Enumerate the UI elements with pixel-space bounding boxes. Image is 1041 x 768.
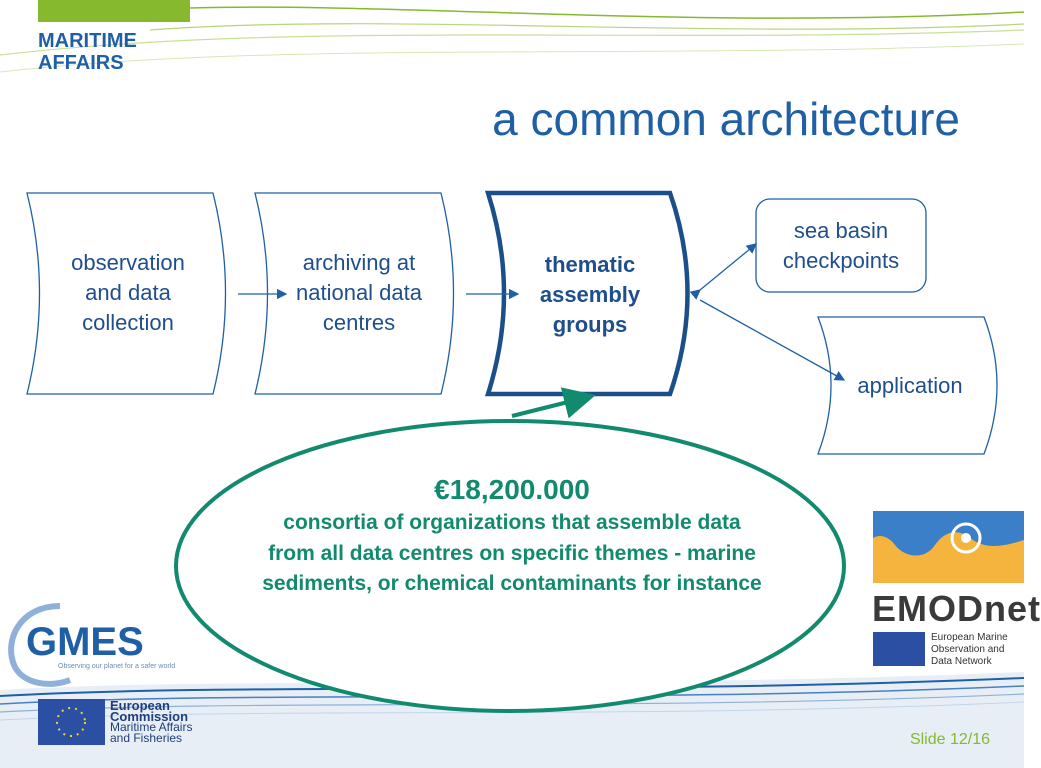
emodnet-logo-text: EMODnet: [872, 588, 1041, 629]
slide-number: Slide 12/16: [909, 731, 990, 748]
ec-line-4: and Fisheries: [110, 731, 183, 745]
node-observation-label: observation and data collection: [71, 250, 185, 335]
ec-logo-graphic: [38, 699, 105, 745]
maritime-affairs-brand: [38, 30, 137, 74]
emodnet-subtitle-line-2: Observation and: [931, 644, 1005, 655]
brand-line-1: MARITIME: [38, 30, 137, 52]
slide-title: a common architecture: [492, 93, 960, 145]
node-application-label: application: [857, 373, 963, 398]
ec-line-2: Commission: [110, 709, 189, 724]
gmes-tagline: Observing our planet for a safer world: [58, 663, 176, 670]
node-checkpoints-label: sea basin checkpoints: [782, 218, 900, 273]
callout-pointer-arrow: [512, 397, 588, 416]
callout-amount: €18,200.000: [434, 474, 590, 505]
ec-line-1: European: [110, 698, 170, 713]
ec-logo-text: [110, 700, 192, 744]
node-thematic-label: thematic assembly groups: [539, 252, 641, 337]
arrow-thematic-to-application: [700, 300, 844, 380]
emodnet-subtitle-line-1: European Marine: [931, 632, 1008, 643]
header-decoration: [0, 0, 1024, 72]
arrow-thematic-checkpoints: [700, 244, 756, 290]
emodnet-subtitle-line-3: Data Network: [931, 656, 992, 667]
brand-line-2: AFFAIRS: [38, 52, 124, 74]
ec-line-3: Maritime Affairs: [110, 720, 193, 734]
callout-text: [262, 472, 762, 600]
callout-description: consortia of organizations that assemble data from all data centres on specific themes - marine sediments, or chemical contaminants for instance: [262, 511, 762, 595]
node-archiving-label: archiving at national data centres: [296, 250, 422, 335]
gmes-logo-text: GMES: [26, 620, 144, 664]
emodnet-subtitle: [931, 632, 1024, 668]
